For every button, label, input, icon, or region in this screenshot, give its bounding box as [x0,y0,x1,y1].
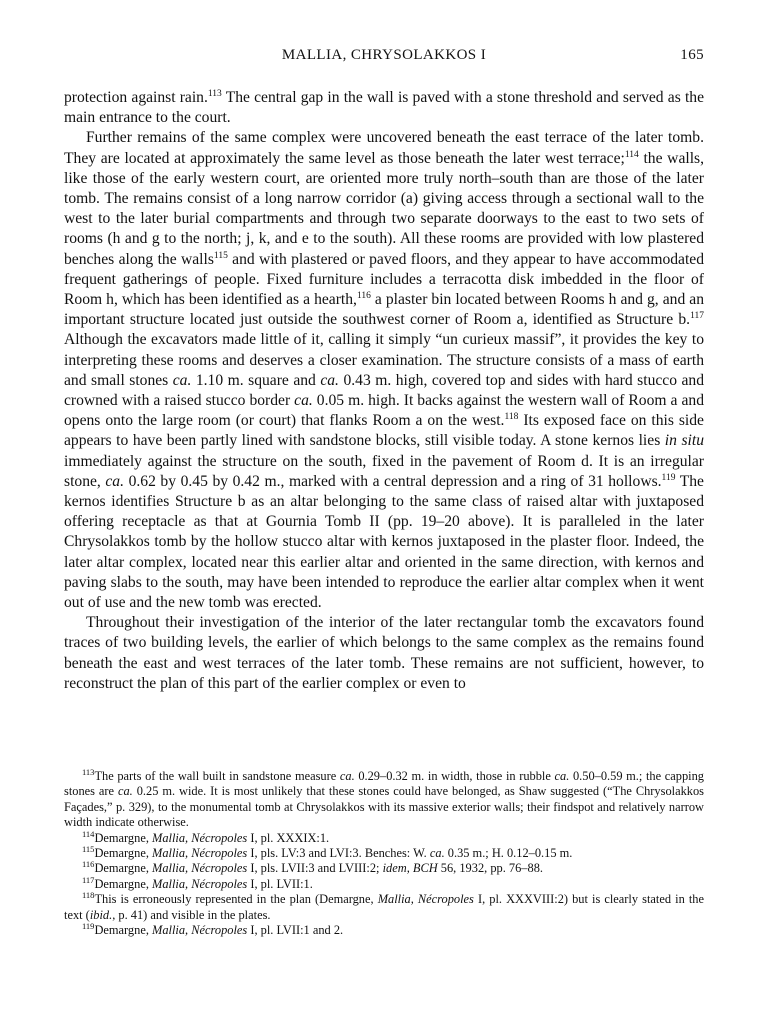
italic-term: Mallia, Nécropoles [152,861,248,876]
text-run: Demargne, [94,846,153,861]
text-run: Demargne, [94,923,153,938]
paragraph-3: Throughout their investigation of the interior of the later rectangular tomb the excavators found traces of two building levels, the earlier of which belongs to the same complex as the remains found beneath the east and west terraces of the later tomb. These remains are not sufficient, however, to reconstruct the plan of this part of the earlier complex or even to [64,614,704,692]
footnote-number: 119 [82,921,95,932]
footnote-number: 115 [82,844,95,855]
text-run: a plaster bin located between Rooms h and g, and an important structure located just outside the southwest corner of Room a, identified as Structure b. [64,291,705,329]
footnote-116 [64,861,704,876]
text-run: 0.62 by 0.45 by 0.42 m., marked with a central depression and a ring of 31 hollows. [124,472,662,490]
footnote-117 [64,874,704,892]
italic-term: ca. [172,371,192,389]
footnote-ref[interactable]: 115 [213,250,228,261]
footnote-ref[interactable]: 117 [690,311,704,322]
italic-term: Mallia, Nécropoles [152,830,248,845]
italic-term: ca. [105,472,125,490]
text-run: Further remains of the same complex were uncovered beneath the east terrace of the later tomb. They are located at approximately the same level as those beneath the later west terrace; [64,129,704,167]
text-run: The kernos identifies Structure b as an altar belonging to the same class of raised altar with juxtaposed offering receptacle as that at Gournia Tomb II (pp. 19–20 above). It is paralleled in the later Chrysolakkos tomb by the hollow stucco altar with kernos juxtaposed in the plaster floor. Indeed, the later altar complex, located near this earlier altar and oriented in the same direction, with kernos and paving slabs to the south, may have been intended to reproduce the earlier altar complex when it went out of use and the new tomb was erected. [64,472,704,612]
italic-term: ca. [429,846,445,861]
footnote-number: 113 [82,767,95,777]
text-run: the walls, like those of the early western court, are oriented more truly north–south than are those of the later tomb. The remains consist of a long narrow corridor (a) giving access through a sectional wall to the west to the later burial compartments and through two separate doorways to the east to two sets of rooms (h and g to the north; j, k, and e to the south). All these rooms are provided with low plastered benches along the walls [64,149,704,268]
text-run: I, pls. LV:3 and LVI:3. Benches: W. [247,846,430,861]
text-run: 0.35 m.; H. 0.12–0.15 m. [444,846,573,861]
italic-term: ca. [117,784,133,799]
paragraph-1 [64,88,704,128]
footnote-number: 118 [82,890,95,901]
text-run: 0.43 m. high, covered top and sides with hard stucco and crowned with a raised stucco border [64,371,704,410]
italic-term: Mallia, Nécropoles [377,892,474,907]
italic-term: ca. [320,371,339,389]
italic-term: ca. [339,769,355,783]
footnote-118 [64,892,704,923]
text-run: Its exposed face on this side appears to have been partly lined with sandstone blocks, still visible today. A stone kernos lies [64,412,704,450]
text-run: 1.10 m. square and [191,371,321,389]
footnote-number: 114 [82,828,95,839]
text-run: This is erroneously represented in the plan (Demargne, [94,892,378,907]
text-run: 0.29–0.32 m. in width, those in rubble [354,769,555,783]
text-run: I, pls. LVII:3 and LVIII:2; [247,861,383,876]
footnotes [64,769,704,938]
text-run: 0.05 m. high. It backs against the western wall of Room a and opens onto the large room (or court) that flanks Room a on the west. [64,392,704,430]
text-run: I, pl. LVII:1. [247,876,313,891]
footnote-number: 117 [82,874,95,885]
italic-term: Mallia, Nécropoles [152,923,248,938]
text-run: 0.25 m. wide. It is most unlikely that these stones could have belonged, as Shaw suggested (“The Chrysolakkos Façades,” p. 329), to the monumental tomb at Chrysolakkos with its massive exterior walls; their findspot and relatively narrow width indicate otherwise. [64,784,704,830]
italic-term: ca. [294,392,313,410]
italic-term: idem, BCH [382,861,438,876]
text-run: protection against rain. [64,89,208,106]
text-run: 0.50–0.59 m.; the capping stones are [64,769,704,799]
italic-term: in situ [664,432,704,450]
text-run: Although the excavators made little of it, calling it simply “un curieux massif”, it provides the key to interpreting these rooms and deserves a closer examination. The structure consists of a mass of earth and small stones [64,331,704,389]
footnote-ref[interactable]: 113 [207,89,222,99]
italic-term: Mallia, Nécropoles [152,876,248,891]
paragraph-2 [64,128,704,613]
text-run: The parts of the wall built in sandstone measure [94,769,340,783]
text-run: immediately against the structure on the south, fixed in the pavement of Room d. It is an irregular stone, [64,452,704,490]
italic-term: Mallia, Nécropoles [152,846,248,861]
footnote-119 [64,923,704,938]
page-number: 165 [680,47,704,63]
footnote-113 [64,769,704,831]
text-run: I, pl. LVII:1 and 2. [247,923,344,938]
text-run: Demargne, [94,861,153,876]
italic-term: ibid. [89,907,113,922]
footnote-ref[interactable]: 116 [356,291,371,302]
running-header [64,47,704,69]
footnote-115 [64,846,704,861]
text-run: and with plastered or paved floors, and they appear to have accommodated frequent gatherings of people. Fixed furniture includes a terracotta disk imbedded in the floor of Room h, which has been identified as a hearth, [64,250,705,309]
text-run: I, pl. XXXVIII:2) but is clearly stated in the text ( [64,892,704,922]
footnote-114 [64,828,704,846]
running-title: MALLIA, CHRYSOLAKKOS I [281,47,487,63]
text-run: 56, 1932, pp. 76–88. [437,861,543,876]
footnote-ref[interactable]: 118 [504,412,519,423]
footnote-ref[interactable]: 114 [624,149,639,160]
italic-term: ca. [554,769,570,783]
main-text [64,88,704,694]
footnote-number: 116 [82,859,95,870]
text-run: I, pl. XXXIX:1. [247,830,330,845]
text-run: Demargne, [94,830,153,845]
text-run: The central gap in the wall is paved with a stone threshold and served as the main entrance to the court. [64,89,704,127]
text-run: , p. 41) and visible in the plates. [112,907,271,922]
text-run: Demargne, [94,876,153,891]
footnote-ref[interactable]: 119 [661,472,676,483]
